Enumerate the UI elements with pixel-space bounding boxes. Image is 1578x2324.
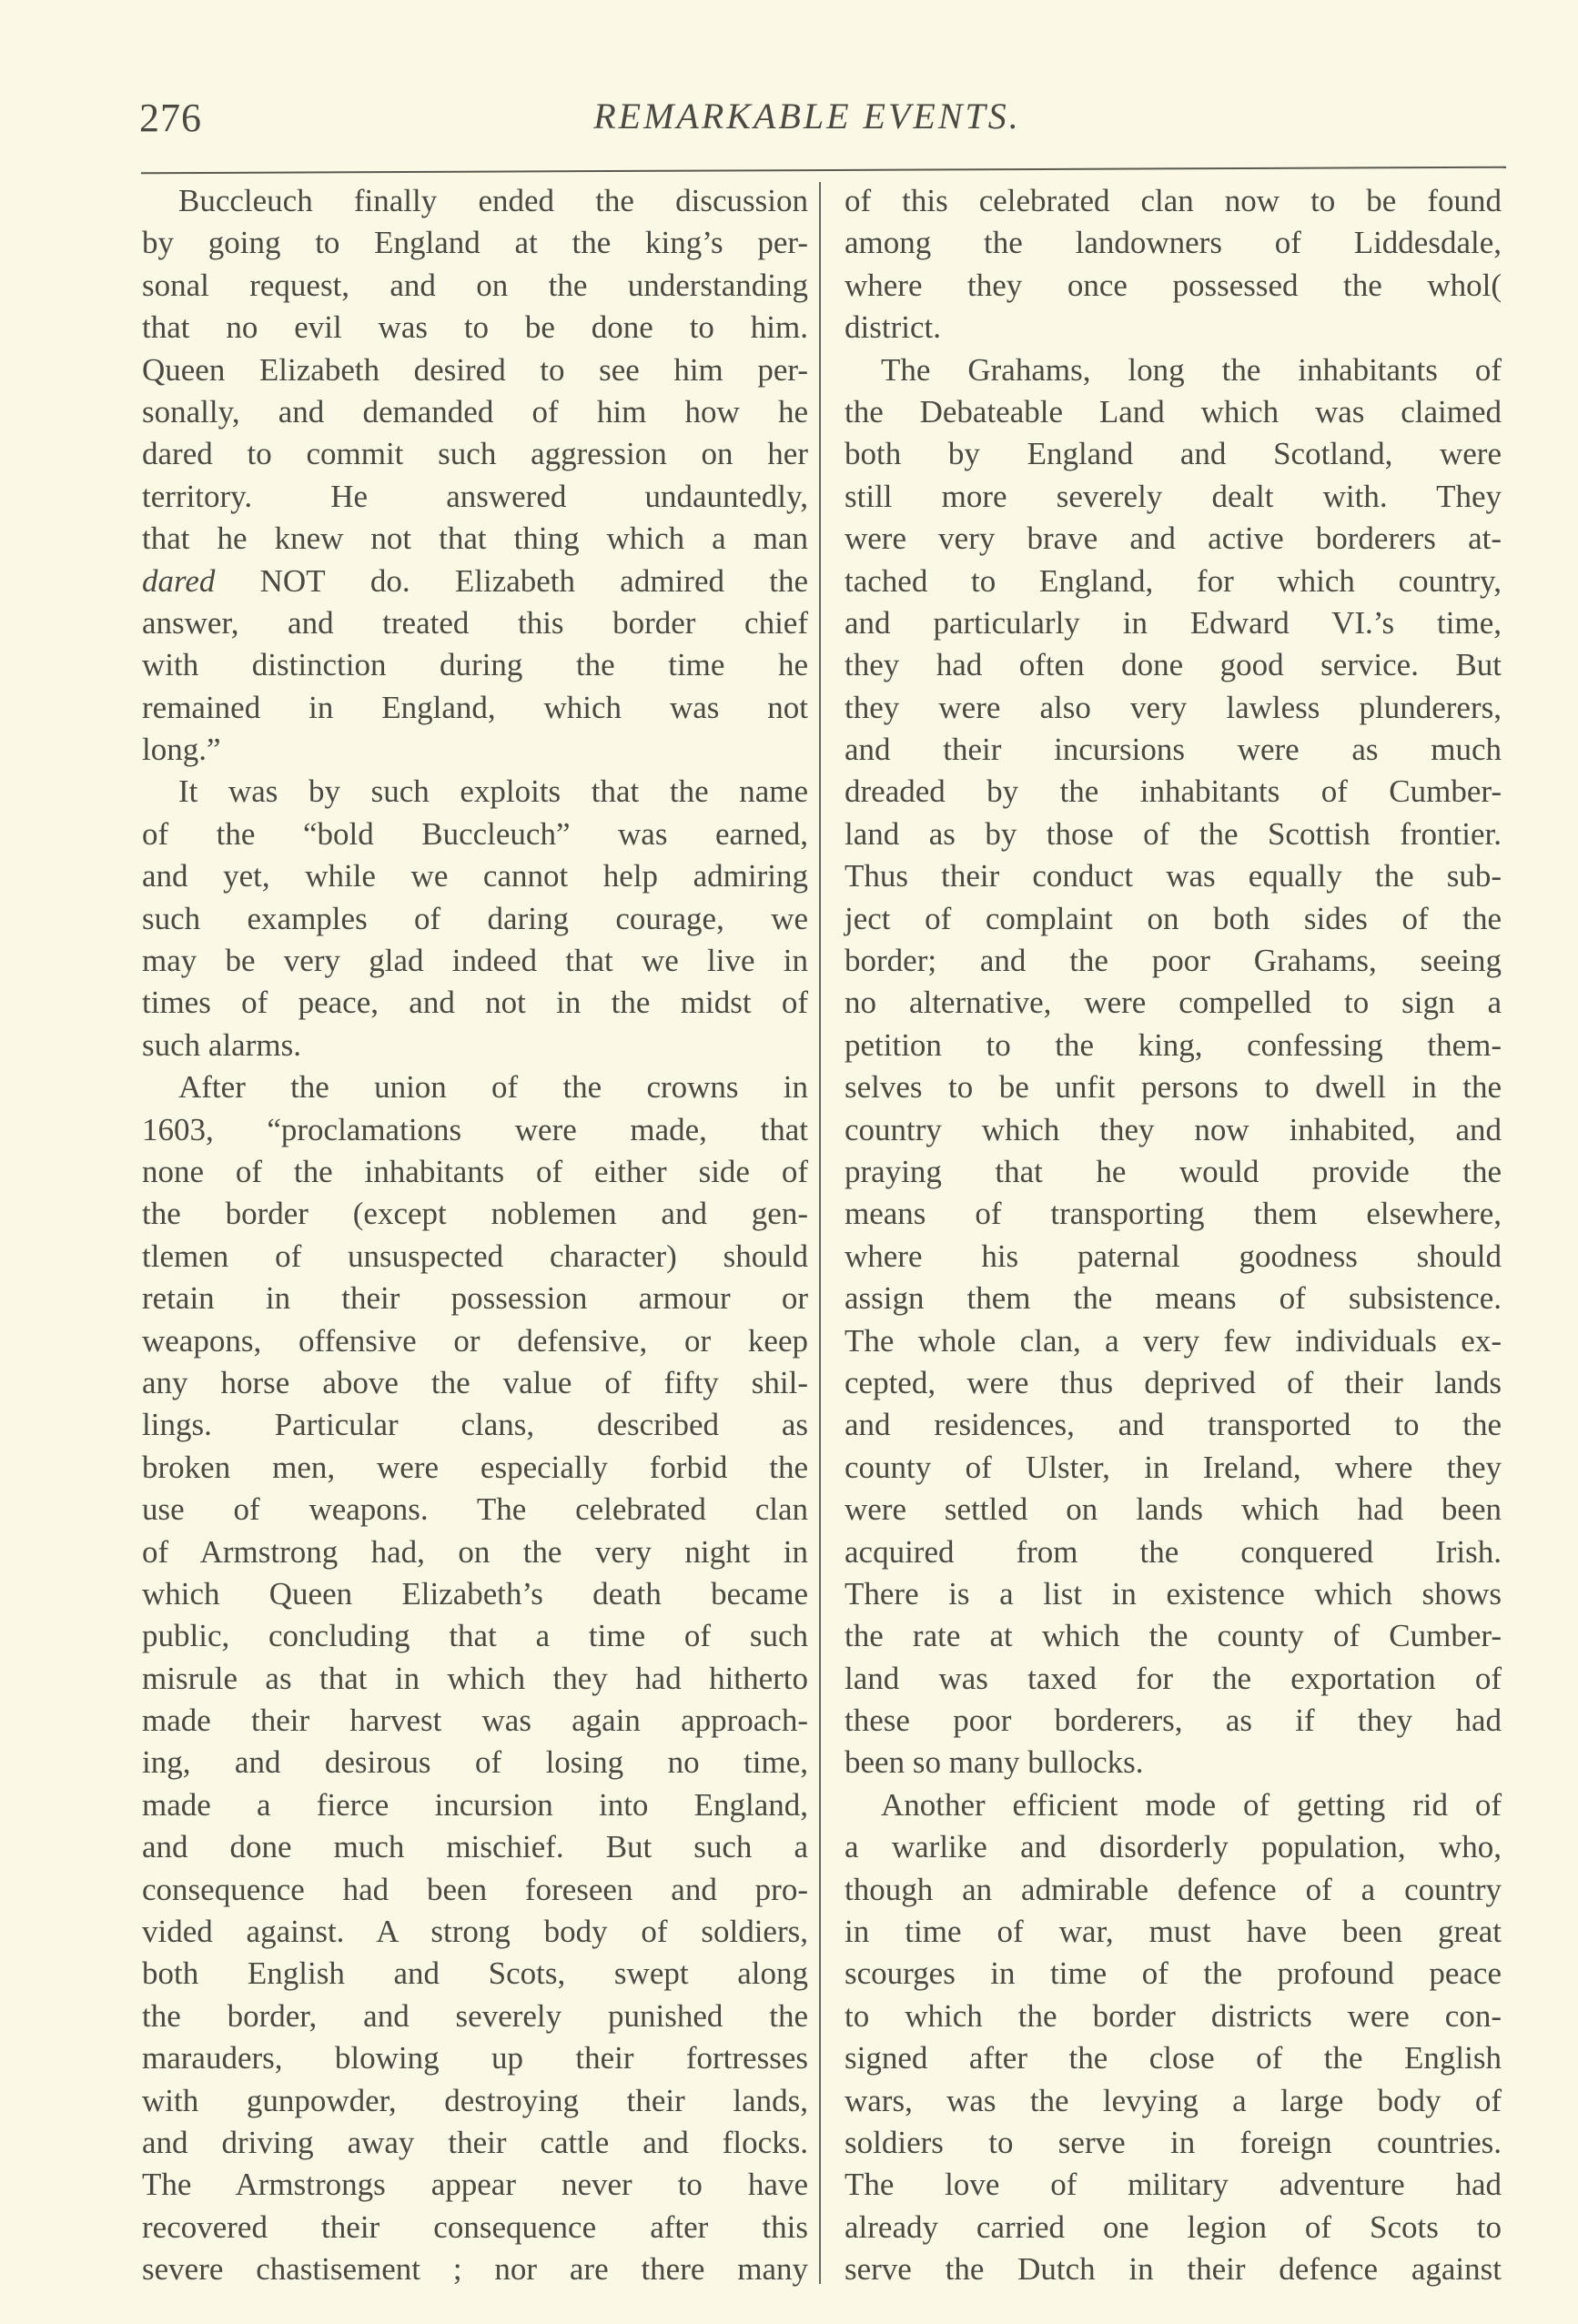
text-line: tlemen of unsuspected character) should: [142, 1238, 808, 1274]
left-column: [142, 180, 808, 2291]
text-line: made a fierce incursion into England,: [142, 1786, 808, 1823]
text-line: acquired from the conquered Irish.: [845, 1533, 1502, 1570]
text-line: and residences, and transported to the: [845, 1407, 1502, 1443]
text-line: severe chastisement ; nor are there many: [142, 2251, 808, 2288]
text-line: were very brave and active borderers at-: [845, 520, 1502, 557]
text-line: The love of military adventure had: [845, 2167, 1502, 2203]
text-line: border; and the poor Grahams, seeing: [845, 943, 1502, 979]
text-line: broken men, were especially forbid the: [142, 1449, 808, 1485]
text-line: Queen Elizabeth desired to see him per-: [142, 351, 808, 388]
page-number: 276: [139, 96, 202, 140]
text-line: consequence had been foreseen and pro-: [142, 1871, 808, 1907]
text-line: soldiers to serve in foreign countries.: [845, 2124, 1502, 2160]
text-line: ing, and desirous of losing no time,: [142, 1744, 808, 1781]
text-line: dared to commit such aggression on her: [142, 436, 808, 472]
text-line: praying that he would provide the: [845, 1153, 1502, 1189]
text-line: land as by those of the Scottish frontier.: [845, 815, 1502, 852]
text-line: public, concluding that a time of such: [142, 1618, 808, 1654]
text-line: with distinction during the time he: [142, 647, 808, 683]
text-line: It was by such exploits that the name: [178, 773, 808, 810]
text-line: dreaded by the inhabitants of Cumber-: [845, 773, 1502, 810]
text-line: and their incursions were as much: [845, 732, 1502, 768]
text-line: assign them the means of subsistence.: [845, 1280, 1502, 1317]
running-head-title: REMARKABLE EVENTS.: [593, 96, 1021, 136]
text-line: they had often done good service. But: [845, 647, 1502, 683]
text-line: both by England and Scotland, were: [845, 436, 1502, 472]
text-line: Thus their conduct was equally the sub-: [845, 858, 1502, 894]
text-line: After the union of the crowns in: [178, 1069, 808, 1106]
text-line: such alarms.: [142, 1026, 301, 1063]
text-line: district.: [845, 309, 941, 346]
text-line: cepted, were thus deprived of their lands: [845, 1364, 1502, 1400]
text-line: recovered their consequence after this: [142, 2208, 808, 2245]
column-divider: [819, 182, 821, 2284]
text-line: marauders, blowing up their fortresses: [142, 2040, 808, 2076]
text-line: the Debateable Land which was claimed: [845, 393, 1502, 429]
text-line: remained in England, which was not: [142, 689, 808, 725]
text-line: petition to the king, confessing them-: [845, 1026, 1502, 1063]
text-line: that no evil was to be done to him.: [142, 309, 808, 346]
text-line: the border, and severely punished the: [142, 1997, 808, 2034]
text-line: retain in their possession armour or: [142, 1280, 808, 1317]
text-line: which Queen Elizabeth’s death became: [142, 1575, 808, 1612]
text-line: with gunpowder, destroying their lands,: [142, 2082, 808, 2118]
text-line: use of weapons. The celebrated clan: [142, 1491, 808, 1528]
text-line: to which the border districts were con-: [845, 1997, 1502, 2034]
text-line: There is a list in existence which shows: [845, 1575, 1502, 1612]
text-line: of the “bold Buccleuch” was earned,: [142, 815, 808, 852]
text-line: Buccleuch finally ended the discussion: [178, 183, 808, 218]
text-line: the rate at which the county of Cumber-: [845, 1618, 1502, 1654]
text-line: already carried one legion of Scots to: [845, 2208, 1502, 2245]
text-line: The Armstrongs appear never to have: [142, 2167, 808, 2203]
text-line: of Armstrong had, on the very night in: [142, 1533, 808, 1570]
text-line: [142, 561, 808, 602]
text-line: answer, and treated this border chief: [142, 604, 808, 641]
text-line: they were also very lawless plunderers,: [845, 689, 1502, 725]
text-line: and particularly in Edward VI.’s time,: [845, 604, 1502, 641]
text-line: both English and Scots, swept along: [142, 1955, 808, 1992]
text-line: and yet, while we cannot help admiring: [142, 858, 808, 894]
text-line: land was taxed for the exportation of: [845, 1660, 1502, 1696]
text-line: selves to be unfit persons to dwell in the: [845, 1069, 1502, 1106]
text-line: such examples of daring courage, we: [142, 900, 808, 936]
text-line: any horse above the value of fifty shil-: [142, 1364, 808, 1400]
text-line: made their harvest was again approach-: [142, 1703, 808, 1739]
text-line: country which they now inhabited, and: [845, 1111, 1502, 1147]
text-line: territory. He answered undauntedly,: [142, 478, 808, 514]
right-column: [845, 180, 1502, 2291]
text-line: where they once possessed the whol(: [845, 267, 1502, 303]
text-line: among the landowners of Liddesdale,: [845, 225, 1502, 261]
text-line: the border (except noblemen and gen-: [142, 1196, 808, 1232]
text-line: no alternative, were compelled to sign a: [845, 985, 1502, 1021]
text-line: lings. Particular clans, described as: [142, 1407, 808, 1443]
text-line: still more severely dealt with. They: [845, 478, 1502, 514]
text-line: in time of war, must have been great: [845, 1914, 1502, 1950]
text-line: signed after the close of the English: [845, 2040, 1502, 2076]
text-line: and done much mischief. But such a: [142, 1829, 808, 1865]
text-line: sonal request, and on the understanding: [142, 267, 808, 303]
text-line: The whole clan, a very few individuals ex-: [845, 1322, 1502, 1359]
text-line: though an admirable defence of a country: [845, 1871, 1502, 1907]
text-line: where his paternal goodness should: [845, 1238, 1502, 1274]
text-line: weapons, offensive or defensive, or keep: [142, 1322, 808, 1359]
text-line: 1603, “proclamations were made, that: [142, 1111, 808, 1147]
text-line: wars, was the levying a large body of: [845, 2082, 1502, 2118]
text-line: been so many bullocks.: [845, 1744, 1144, 1781]
text-line: scourges in time of the profound peace: [845, 1955, 1502, 1992]
text-line: that he knew not that thing which a man: [142, 520, 808, 557]
text-line: sonally, and demanded of him how he: [142, 393, 808, 429]
text-line: times of peace, and not in the midst of: [142, 985, 808, 1021]
italic-word: dared: [142, 562, 216, 599]
text-line: these poor borderers, as if they had: [845, 1703, 1502, 1739]
text-line: of this celebrated clan now to be found: [845, 183, 1502, 218]
text-line: a warlike and disorderly population, who,: [845, 1829, 1502, 1865]
text-line: county of Ulster, in Ireland, where they: [845, 1449, 1502, 1485]
text-line: none of the inhabitants of either side of: [142, 1153, 808, 1189]
text-line: means of transporting them elsewhere,: [845, 1196, 1502, 1232]
text-line: by going to England at the king’s per-: [142, 225, 808, 261]
text-line: ject of complaint on both sides of the: [845, 900, 1502, 936]
line-rest: do. Elizabeth admired the: [325, 562, 809, 599]
text-line: long.”: [142, 732, 221, 768]
header-rule: [141, 167, 1506, 175]
text-line: may be very glad indeed that we live in: [142, 943, 808, 979]
text-line: and driving away their cattle and flocks.: [142, 2124, 808, 2160]
text-line: were settled on lands which had been: [845, 1491, 1502, 1528]
text-line: tached to England, for which country,: [845, 562, 1502, 599]
text-line: The Grahams, long the inhabitants of: [881, 351, 1502, 388]
text-line: vided against. A strong body of soldiers,: [142, 1914, 808, 1950]
text-line: Another efficient mode of getting rid of: [881, 1786, 1502, 1823]
small-caps-word: NOT: [259, 562, 326, 599]
text-line: misrule as that in which they had hitherto: [142, 1660, 808, 1696]
text-line: serve the Dutch in their defence against: [845, 2251, 1502, 2288]
